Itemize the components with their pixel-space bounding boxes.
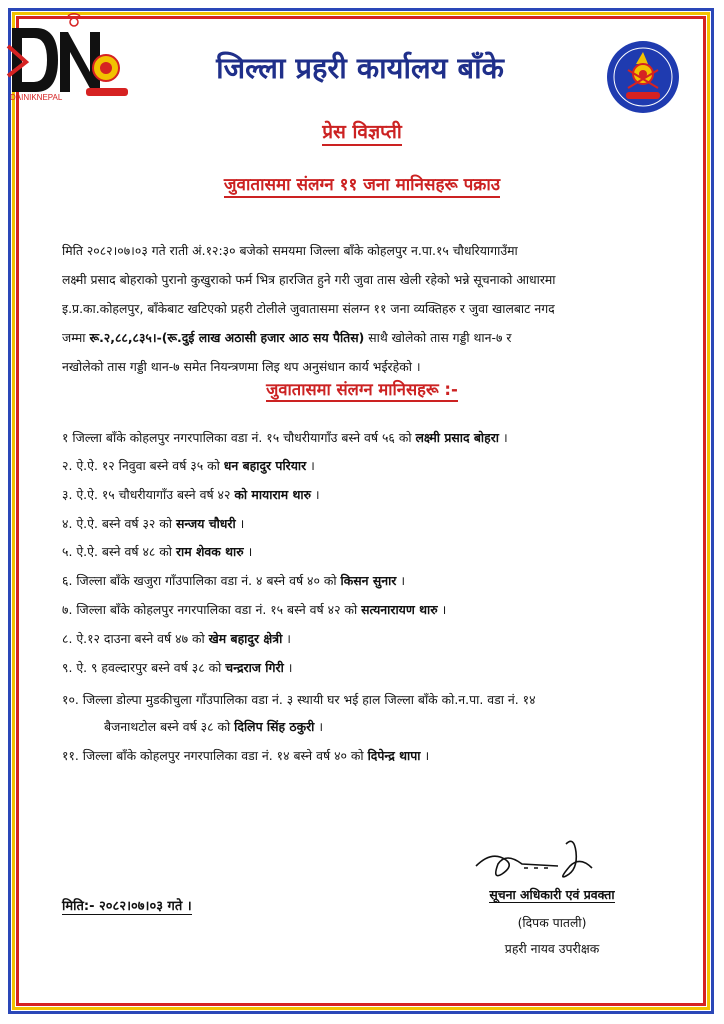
body-line: जम्मा रू.२,८८,८३५।-(रू.दुई लाख अठासी हजार आठ सय पैतिस) साथै खोलेको तास गड्डी थान-७ र — [62, 330, 512, 345]
news-headline: जुवातासमा संलग्न ११ जना मानिसहरू पक्राउ — [0, 172, 724, 195]
body-line: इ.प्र.का.कोहलपुर, बाँकेबाट खटिएको प्रहरी टोलीले जुवातासमा संलग्न ११ जना व्यक्तिहरु र जुवा खालबाट नगद — [62, 301, 555, 316]
body-paragraph — [62, 236, 678, 381]
signatory-title: सूचना अधिकारी एवं प्रवक्ता — [489, 887, 615, 902]
body-line: मिति २०८२।०७।०३ गते राती अं.१२:३० बजेको समयमा जिल्ला बाँके कोहलपुर न.पा.१५ चौधरियागाउँमा — [62, 243, 518, 258]
people-list-title: जुवातासमा संलग्न मानिसहरू :- — [0, 377, 724, 400]
office-title: जिल्ला प्रहरी कार्यालय बाँके — [216, 51, 504, 85]
list-item: ११. जिल्ला बाँके कोहलपुर नगरपालिका वडा नं. १४ बस्ने वर्ष ४० को दिपेन्द्र थापा । — [62, 748, 430, 763]
list-item: १०. जिल्ला डोल्पा मुडकीचुला गाँउपालिका वडा नं. ३ स्थायी घर भई हाल जिल्ला बाँके को.न.पा. वडा नं. १४ बैजनाथटोल बस्ने वर्ष ३८ को दिलिप सिंह ठकुरी । — [62, 692, 536, 734]
list-item: ४. ऐ.ऐ. बस्ने वर्ष ३२ को सन्जय चौधरी । — [62, 516, 245, 531]
list-item: ५. ऐ.ऐ. बस्ने वर्ष ४८ को राम शेवक थारु । — [62, 544, 253, 559]
body-line: लक्ष्मी प्रसाद बोहराको पुरानो कुखुराको फर्म भित्र हारजित हुने गरी जुवा तास खेली रहेको भन्ने सूचनाको आधारमा — [62, 272, 556, 287]
seized-amount: रू.२,८८,८३५।-(रू.दुई लाख अठासी हजार आठ सय पैतिस) — [89, 330, 365, 345]
list-item: ८. ऐ.१२ दाउना बस्ने वर्ष ४७ को खेम बहादुर क्षेत्री । — [62, 631, 291, 646]
list-item: ३. ऐ.ऐ. १५ चौधरीयागाँउ बस्ने वर्ष ४२ को मायाराम थारु । — [62, 487, 320, 502]
list-item: १ जिल्ला बाँके कोहलपुर नगरपालिका वडा नं. १५ चौधरीयागाँउ बस्ने वर्ष ५६ को लक्ष्मी प्रसाद बोहरा । — [62, 430, 508, 445]
issue-date: मिति:- २०८२।०७।०३ गते । — [62, 899, 192, 914]
list-item: ९. ऐ. ९ हवल्दारपुर बस्ने वर्ष ३८ को चन्द्रराज गिरी । — [62, 660, 293, 675]
body-line: नखोलेको तास गड्डी थान-७ समेत नियन्त्रणमा लिइ थप अनुसंधान कार्य भईरहेको । — [62, 359, 421, 374]
signature-icon — [462, 830, 612, 890]
dainik-nepal-logo-icon — [2, 6, 132, 106]
list-item: ७. जिल्ला बाँके कोहलपुर नगरपालिका वडा नं. १५ बस्ने वर्ष ४२ को सत्यनारायण थारु । — [62, 602, 447, 617]
nepal-police-emblem-icon — [606, 40, 680, 114]
press-release-title: प्रेस विज्ञप्ती — [0, 118, 724, 144]
signatory-rank: प्रहरी नायव उपरीक्षक — [504, 941, 600, 956]
list-item: २. ऐ.ऐ. १२ निवुवा बस्ने वर्ष ३५ को धन बहादुर परियार । — [62, 458, 315, 473]
list-item: ६. जिल्ला बाँके खजुरा गाँउपालिका वडा नं. ४ बस्ने वर्ष ४० को किसन सुनार । — [62, 573, 406, 588]
svg-text:DAINIKNEPAL: DAINIKNEPAL — [10, 93, 63, 102]
signatory-name: (दिपक पातली) — [517, 915, 587, 930]
